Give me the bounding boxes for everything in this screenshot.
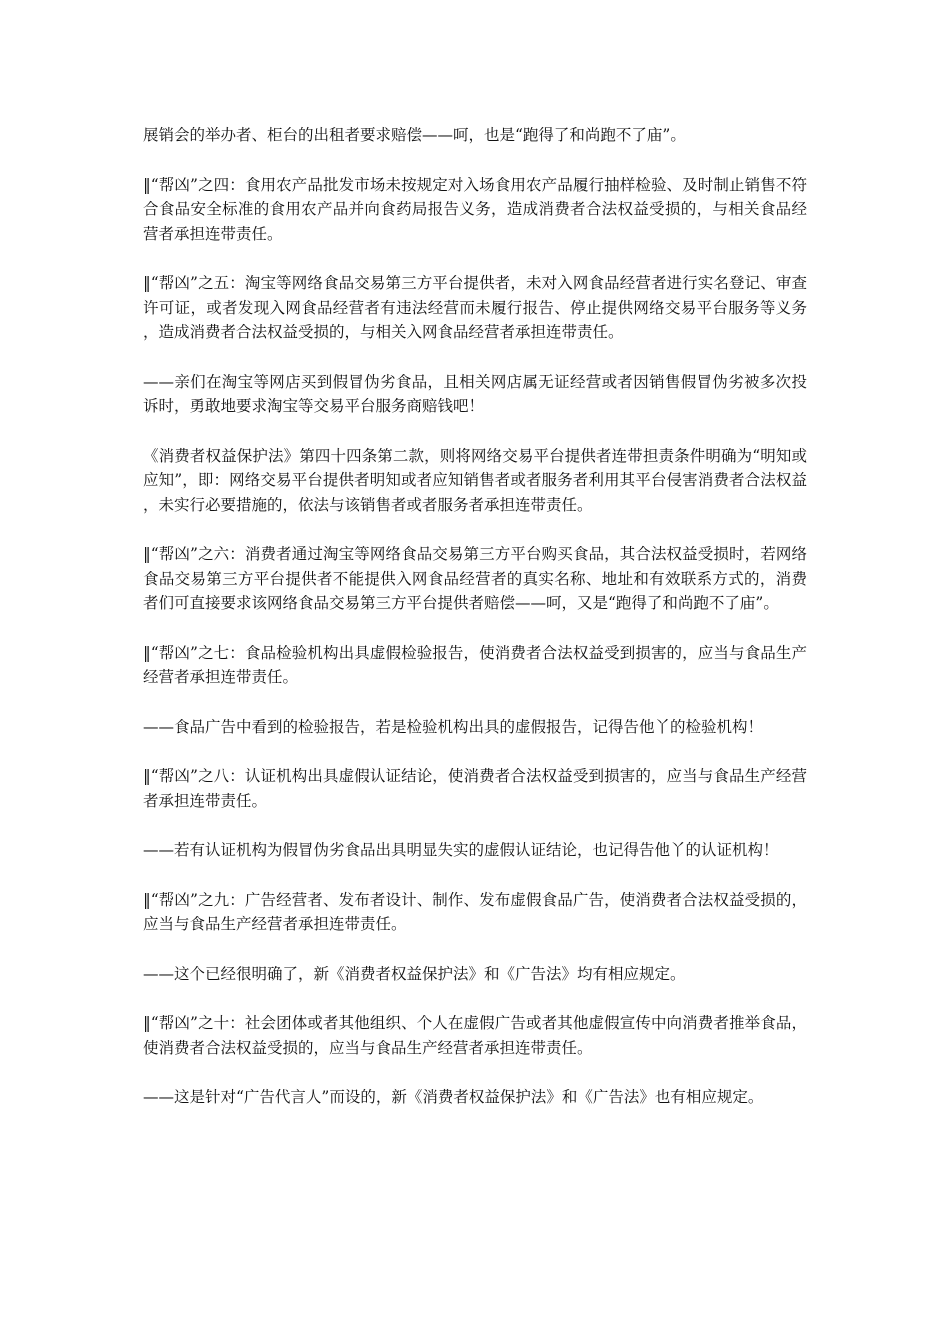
document-page [143,123,807,1135]
paragraph-accomplice-7: ‖“帮凶”之七：食品检验机构出具虚假检验报告，使消费者合法权益受到损害的，应当与食品生产经营者承担连带责任。 [143,643,807,686]
paragraph-continuation: 展销会的举办者、柜台的出租者要求赔偿——呵，也是“跑得了和尚跑不了庙”。 [143,126,686,144]
paragraph-law-article-44: 《消费者权益保护法》第四十四条第二款，则将网络交易平台提供者连带担责条件明确为“明知或应知”，即：网络交易平台提供者明知或者应知销售者或者服务者利用其平台侵害消费者合法权益，未实行必要措施的，依法与该销售者或者服务者承担连带责任。 [143,446,807,514]
paragraph-accomplice-10: ‖“帮凶”之十：社会团体或者其他组织、个人在虚假广告或者其他虚假宣传中向消费者推举食品，使消费者合法权益受损的，应当与食品生产经营者承担连带责任。 [143,1014,807,1057]
paragraph-accomplice-8: ‖“帮凶”之八：认证机构出具虚假认证结论，使消费者合法权益受到损害的，应当与食品生产经营者承担连带责任。 [143,767,807,810]
paragraph-comment-5: ——亲们在淘宝等网店买到假冒伪劣食品，且相关网店属无证经营或者因销售假冒伪劣被多次投诉时，勇敢地要求淘宝等交易平台服务商赔钱吧！ [143,372,807,415]
paragraph-accomplice-6: ‖“帮凶”之六：消费者通过淘宝等网络食品交易第三方平台购买食品，其合法权益受损时，若网络食品交易第三方平台提供者不能提供入网食品经营者的真实名称、地址和有效联系方式的，消费者们可直接要求该网络食品交易第三方平台提供者赔偿——呵，又是“跑得了和尚跑不了庙”。 [143,545,807,612]
paragraph-comment-8: ——若有认证机构为假冒伪劣食品出具明显失实的虚假认证结论，也记得告他丫的认证机构！ [143,841,779,859]
paragraph-comment-10: ——这是针对“广告代言人”而设的，新《消费者权益保护法》和《广告法》也有相应规定。 [143,1088,764,1106]
paragraph-accomplice-5: ‖“帮凶”之五：淘宝等网络食品交易第三方平台提供者，未对入网食品经营者进行实名登记、审查许可证，或者发现入网食品经营者有违法经营而未履行报告、停止提供网络交易平台服务等义务，造成消费者合法权益受损的，与相关入网食品经营者承担连带责任。 [143,274,807,341]
paragraph-accomplice-4: ‖“帮凶”之四：食用农产品批发市场未按规定对入场食用农产品履行抽样检验、及时制止销售不符合食品安全标准的食用农产品并向食药局报告义务，造成消费者合法权益受损的，与相关食品经营者承担连带责任。 [143,175,807,243]
paragraph-comment-9: ——这个已经很明确了，新《消费者权益保护法》和《广告法》均有相应规定。 [143,964,686,983]
paragraph-comment-7: ——食品广告中看到的检验报告，若是检验机构出具的虚假报告，记得告他丫的检验机构！ [143,717,764,736]
paragraph-accomplice-9: ‖“帮凶”之九：广告经营者、发布者设计、制作、发布虚假食品广告，使消费者合法权益受损的，应当与食品生产经营者承担连带责任。 [143,890,807,933]
